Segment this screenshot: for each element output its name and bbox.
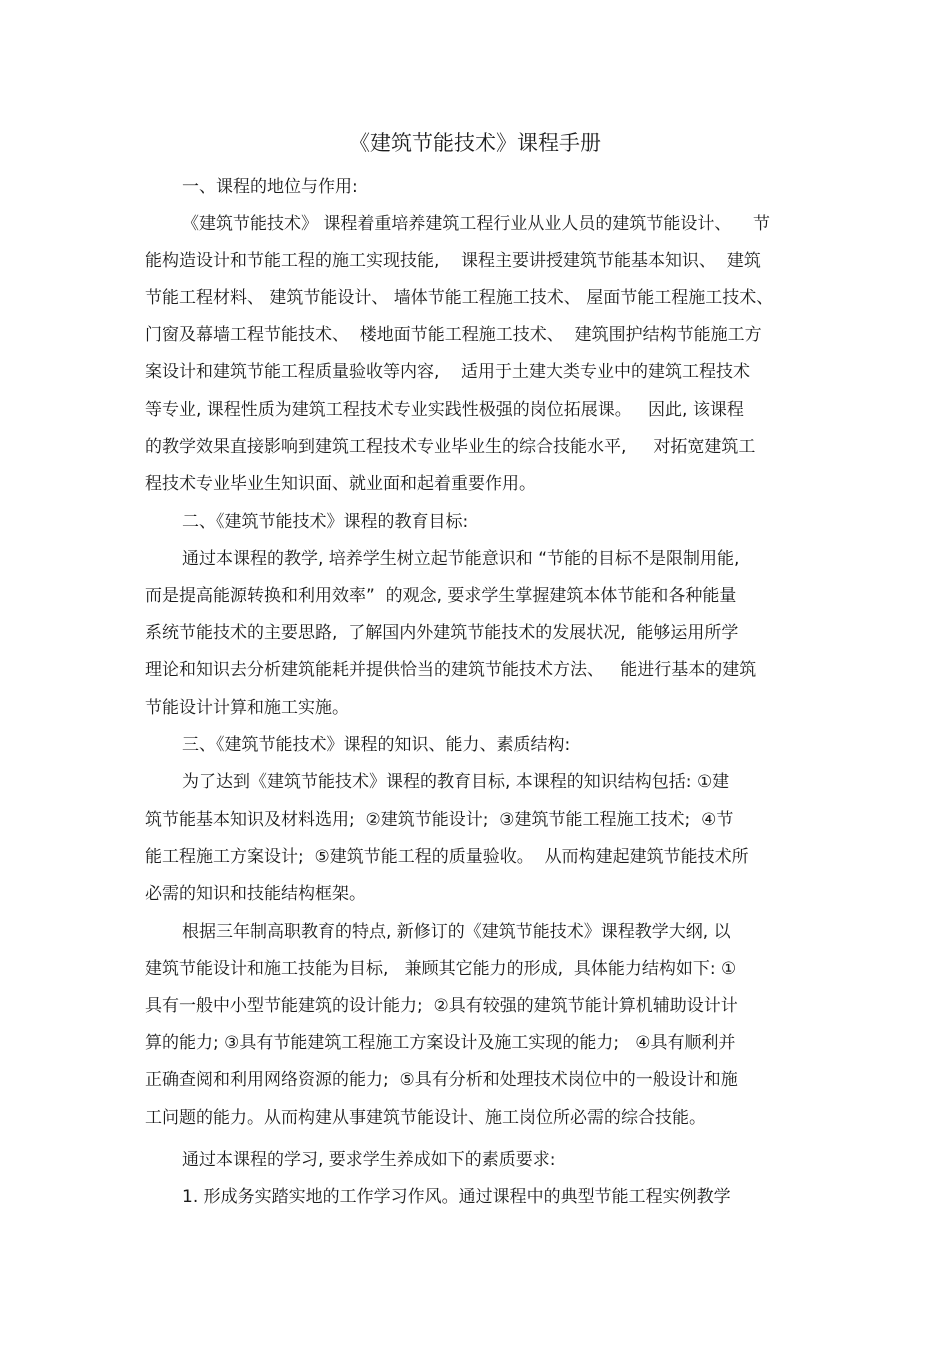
paragraph-line: 正确查阅和利用网络资源的能力; ⑤具有分析和处理技术岗位中的一般设计和施 <box>145 1070 738 1090</box>
paragraph-line: 工问题的能力。从而构建从事建筑节能设计、施工岗位所必需的综合技能。 <box>145 1108 706 1128</box>
paragraph-line: 具有一般中小型节能建筑的设计能力; ②具有较强的建筑节能计算机辅助设计计 <box>145 996 738 1016</box>
paragraph-line: 系统节能技术的主要思路, 了解国内外建筑节能技术的发展状况, 能够运用所学 <box>145 623 739 643</box>
section-heading-1: 一、课程的地位与作用: <box>182 177 358 197</box>
section-heading-2: 二、《建筑节能技术》课程的教育目标: <box>182 512 469 532</box>
paragraph-line: 建筑节能设计和施工技能为目标, 兼顾其它能力的形成, 具体能力结构如下: ① <box>145 959 737 979</box>
paragraph-line: 门窗及幕墙工程节能技术、 楼地面节能工程施工技术、 建筑围护结构节能施工方 <box>145 325 762 345</box>
paragraph-line: 案设计和建筑节能工程质量验收等内容, 适用于土建大类专业中的建筑工程技术 <box>145 362 751 382</box>
paragraph-line: 节能设计计算和施工实施。 <box>145 698 349 718</box>
paragraph-line: 的教学效果直接影响到建筑工程技术专业毕业生的综合技能水平, 对拓宽建筑工 <box>145 437 756 457</box>
paragraph-line: 为了达到《建筑节能技术》课程的教育目标, 本课程的知识结构包括: ①建 <box>182 772 730 792</box>
paragraph-line: 节能工程材料、 建筑节能设计、 墙体节能工程施工技术、 屋面节能工程施工技术、 <box>145 288 774 308</box>
paragraph-line: 筑节能基本知识及材料选用; ②建筑节能设计; ③建筑节能工程施工技术; ④节 <box>145 810 734 830</box>
document-title: 《建筑节能技术》课程手册 <box>349 131 601 155</box>
paragraph-line: 通过本课程的学习, 要求学生养成如下的素质要求: <box>182 1150 556 1170</box>
paragraph-line: 等专业, 课程性质为建筑工程技术专业实践性极强的岗位拓展课。 因此, 该课程 <box>145 400 744 420</box>
paragraph-line: 能构造设计和节能工程的施工实现技能, 课程主要讲授建筑节能基本知识、 建筑 <box>145 251 761 271</box>
paragraph-line: 通过本课程的教学, 培养学生树立起节能意识和 “节能的目标不是限制用能, <box>182 549 740 569</box>
paragraph-line: 而是提高能源转换和利用效率” 的观念, 要求学生掌握建筑本体节能和各种能量 <box>145 586 737 606</box>
list-item: 1. 形成务实踏实地的工作学习作风。通过课程中的典型节能工程实例教学 <box>182 1187 731 1207</box>
paragraph-line: 理论和知识去分析建筑能耗并提供恰当的建筑节能技术方法、 能进行基本的建筑 <box>145 660 757 680</box>
paragraph-line: 程技术专业毕业生知识面、就业面和起着重要作用。 <box>145 474 536 494</box>
paragraph-line: 能工程施工方案设计; ⑤建筑节能工程的质量验收。 从而构建起建筑节能技术所 <box>145 847 749 867</box>
paragraph-line: 《建筑节能技术》 课程着重培养建筑工程行业从业人员的建筑节能设计、 节 <box>182 214 771 234</box>
section-heading-3: 三、《建筑节能技术》课程的知识、能力、素质结构: <box>182 735 571 755</box>
paragraph-line: 必需的知识和技能结构框架。 <box>145 884 366 904</box>
paragraph-line: 算的能力; ③具有节能建筑工程施工方案设计及施工实现的能力; ④具有顺利并 <box>145 1033 736 1053</box>
paragraph-line: 根据三年制高职教育的特点, 新修订的《建筑节能技术》课程教学大纲, 以 <box>182 922 731 942</box>
